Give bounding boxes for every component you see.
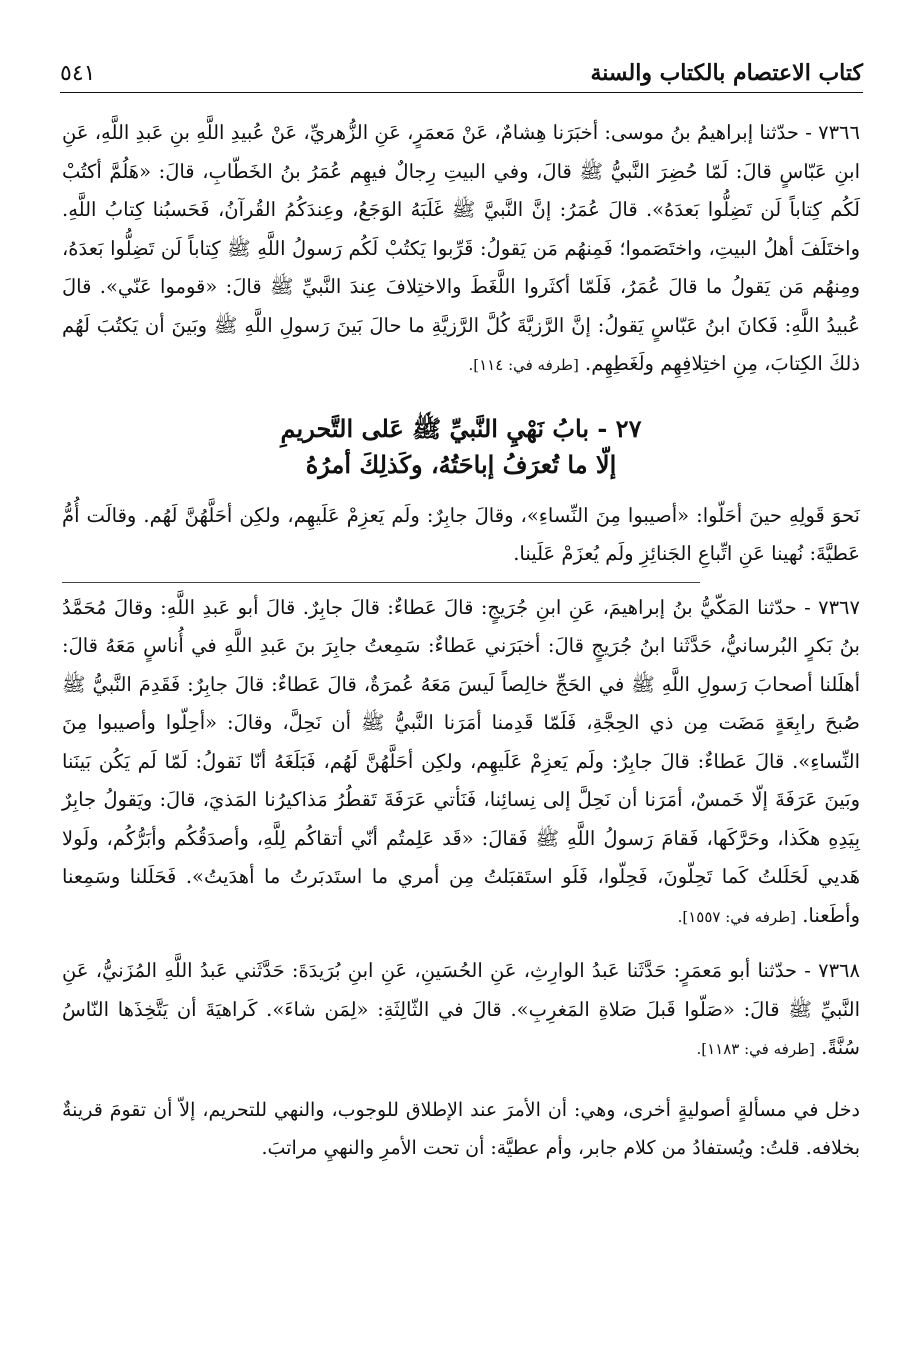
divider — [62, 582, 700, 583]
hadith-text: ٧٣٦٨ - حدّثنا أبو مَعمَرٍ: حَدَّثَنا عَبدُ الوارِثِ، عَنِ الحُسَينِ، عَنِ ابنِ بُرَيدَةَ: حَدَّثَني عَبدُ اللَّهِ المُزَنيُّ، عَنِ النَّبيِّ ﷺ قالَ: «صَلّوا قَبلَ صَلاةِ المَغرِبِ». قالَ في الثّالِثَةِ: «لِمَن شاءَ». كَراهيَةَ أن يَتَّخِذَها النّاسُ سُنَّةً. — [62, 959, 860, 1059]
page-body — [62, 114, 860, 1167]
chapter-heading — [62, 411, 860, 483]
book-title: كتاب الاعتصام بالكتاب والسنة — [590, 60, 863, 86]
commentary — [62, 1091, 860, 1167]
page-number: ٥٤١ — [60, 61, 96, 86]
chapter-title-line-1: ٢٧ - بابُ نَهْيِ النَّبيِّ ﷺ عَلى التَّحريمِ — [280, 413, 642, 443]
intro-text: نَحوَ قَولِهِ حينَ أحَلّوا: «أصيبوا مِنَ النِّساءِ»، وقالَ جابِرٌ: ولَم يَعزِمْ عَلَيهِم، ولكِن أحَلَّهُنَّ لَهُم. وقالَت أُمُّ عَطيَّةَ: نُهينا عَنِ اتِّباعِ الجَنائِزِ ولَم يُعزَمْ عَلَينا. — [62, 503, 860, 565]
hadith-text: ٧٣٦٧ - حدّثنا المَكّيُّ بنُ إبراهيمَ، عَنِ ابنِ جُرَيجٍ: قالَ عَطاءٌ: قالَ جابِرٌ. قالَ أبو عَبدِ اللَّهِ: وقالَ مُحَمَّدُ بنُ بَكرٍ البُرسانيُّ، حَدَّثَنا ابنُ جُرَيجٍ قالَ: أخبَرَني عَطاءٌ: سَمِعتُ جابِرَ بنَ عَبدِ اللَّهِ في أُناسٍ مَعَهُ قالَ: أهلَلنا أصحابَ رَسولِ اللَّهِ ﷺ في الحَجِّ خالِصاً لَيسَ مَعَهُ عُمرَةٌ، قالَ عَطاءٌ: قالَ جابِرٌ: فَقَدِمَ النَّبيُّ ﷺ صُبحَ رابِعَةٍ مَضَت مِن ذي الحِجَّةِ، فَلَمّا قَدِمنا أمَرَنا النَّبيُّ ﷺ أن نَحِلَّ، وقالَ: «أحِلّوا وأصيبوا مِنَ النِّساءِ». قالَ عَطاءٌ: قالَ جابِرٌ: ولَم يَعزِمْ عَلَيهِم، ولكِن أحَلَّهُنَّ لَهُم، فَبَلَغَهُ أنّا نَقولُ: لَمّا لَم يَكُن بَينَنا وبَينَ عَرَفَةَ إلّا خَمسٌ، أمَرَنا أن نَحِلَّ إلى نِسائِنا، فَنَأتي عَرَفَةَ تَقطُرُ مَذاكيرُنا المَذيَ، قالَ: ويَقولُ جابِرٌ بِيَدِهِ هكَذا، وحَرَّكَها، فَقامَ رَسولُ اللَّهِ ﷺ فَقالَ: «قَد عَلِمتُم أنّي أتقاكُم لِلَّهِ، وأصدَقُكُم وأبَرُّكُم، ولَولا هَديي لَحَلَلتُ كَما تَحِلّونَ، فَحِلّوا، فَلَو استَقبَلتُ مِن أمري ما استَدبَرتُ ما أهدَيتُ». فَحَلَلنا وسَمِعنا وأطَعنا. — [62, 595, 860, 927]
chapter-title-line-2: إلّا ما تُعرَفُ إباحَتُهُ، وكَذلِكَ أمرُهُ — [305, 449, 617, 479]
hadith-7367 — [62, 589, 860, 937]
hadith-7368 — [62, 952, 860, 1069]
cross-reference: [طرفه في: ١١٤]. — [468, 356, 579, 374]
hadith-7366 — [62, 114, 860, 385]
chapter-intro — [62, 497, 860, 574]
running-header — [60, 60, 863, 93]
hadith-text: ٧٣٦٦ - حدّثنا إبراهيمُ بنُ موسى: أخبَرَنا هِشامٌ، عَنْ مَعمَرٍ، عَنِ الزُّهريِّ، عَنْ عُبيدِ اللَّهِ بنِ عَبدِ اللَّهِ، عَنِ ابنِ عَبّاسٍ قالَ: لَمّا حُضِرَ النَّبيُّ ﷺ قالَ، وفي البيتِ رِجالٌ فيهِم عُمَرُ بنُ الخَطّابِ، قالَ: «هَلُمَّ أكتُبْ لَكُم كِتاباً لَن تَضِلُّوا بَعدَهُ». قالَ عُمَرُ: إنَّ النَّبيَّ ﷺ غَلَبَهُ الوَجَعُ، وعِندَكُمُ القُرآنُ، فَحَسبُنا كِتابُ اللَّهِ. واختَلَفَ أهلُ البيتِ، واختَصَموا؛ فَمِنهُم مَن يَقولُ: قَرِّبوا يَكتُبْ لَكُم رَسولُ اللَّهِ ﷺ كِتاباً لَن تَضِلُّوا بَعدَهُ، ومِنهُم مَن يَقولُ ما قالَ عُمَرُ، فَلَمّا أكثَروا اللَّغَطَ والاختِلافَ عِندَ النَّبيِّ ﷺ قالَ: «قوموا عَنّي». قالَ عُبيدُ اللَّهِ: فَكانَ ابنُ عَبّاسٍ يَقولُ: إنَّ الرَّزيَّةَ كُلَّ الرَّزيَّةِ ما حالَ بَينَ رَسولِ اللَّهِ ﷺ وبَينَ أن يَكتُبَ لَهُم ذلكَ الكِتابَ، مِنِ اختِلافِهِم ولَغَطِهِم. — [62, 121, 860, 375]
cross-reference: [طرفه في: ١١٨٣]. — [696, 1040, 815, 1058]
commentary-text: دخل في مسألةٍ أصوليةٍ أخرى، وهي: أن الأمرَ عند الإطلاق للوجوب، والنهي للتحريم، إلاّ أن تقومَ قرينةٌ بخلافه. قلتُ: ويُستفادُ من كلام جابر، وأم عطيَّة: أن تحت الأمرِ والنهيِ مراتبَ. — [62, 1098, 860, 1159]
cross-reference: [طرفه في: ١٥٥٧]. — [677, 907, 796, 926]
